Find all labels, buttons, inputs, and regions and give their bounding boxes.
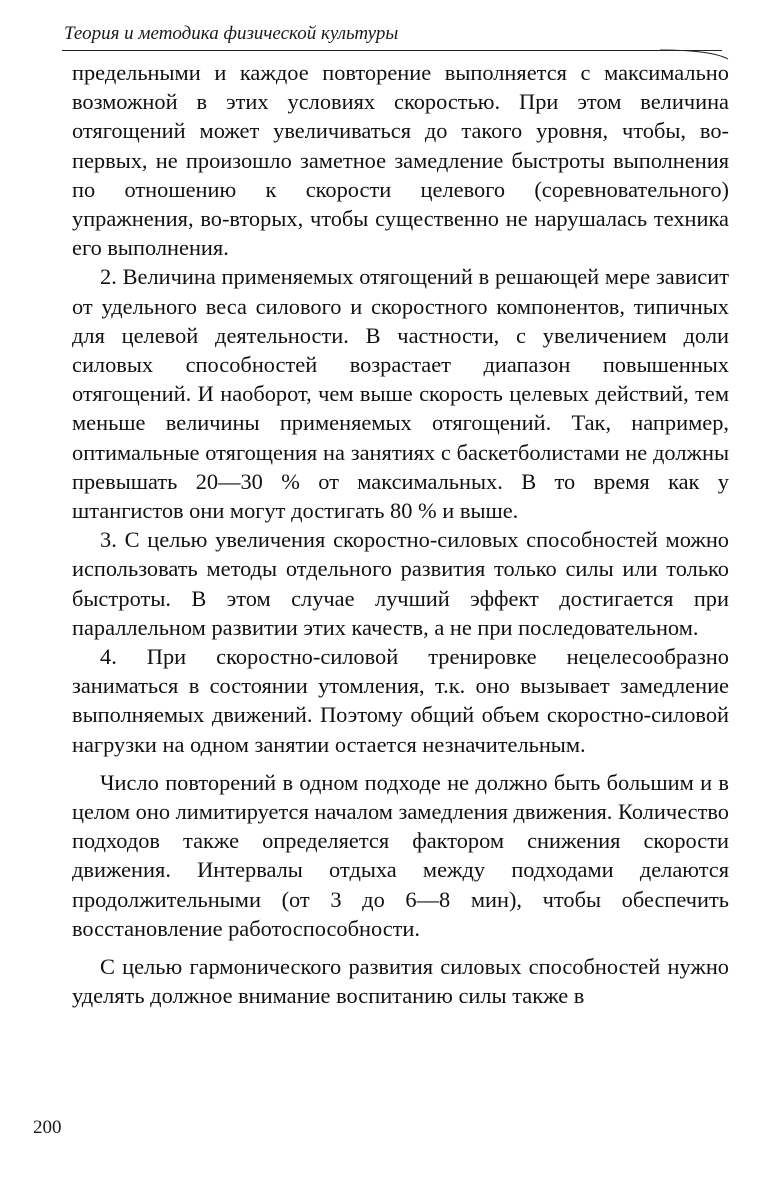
paragraph-harmonic-development: С целью гармонического развития силовых способностей нужно уделять должное внимание воспитанию силы также в	[72, 954, 729, 1009]
header-rule	[62, 50, 722, 51]
paragraph-point-3: 3. С целью увеличения скоростно-силовых способностей можно использовать методы отдельного развития только силы или только быстроты. В этом случае лучший эффект достигается при параллельном развитии этих качеств, а не при последовательном.	[72, 527, 729, 640]
running-header: Теория и методика физической культуры	[64, 23, 399, 44]
paragraph-continuation: предельными и каждое повторение выполняется с максимально возможной в этих условиях скоростью. При этом величина отягощений может увеличиваться до такого уровня, чтобы, во-первых, не произошло заметное замедление быстроты выполнения по отношению к скорости целевого (соревновательного) упражнения, во-вторых, чтобы существенно не нарушалась техника его выполнения.	[72, 60, 729, 261]
body-text	[72, 58, 729, 1011]
paragraph-point-4: 4. При скоростно-силовой тренировке нецелесообразно заниматься в состоянии утомления, т.к. оно вызывает замедление выполняемых движений. Поэтому общий объем скоростно-силовой нагрузки на одном занятии остается незначительным.	[72, 644, 729, 757]
paragraph-point-2: 2. Величина применяемых отягощений в решающей мере зависит от удельного веса силового и скоростного компонентов, типичных для целевой деятельности. В частности, с увеличением доли силовых способностей возрастает диапазон повышенных отягощений. И наоборот, чем выше скорость целевых действий, тем меньше величины применяемых отягощений. Так, например, оптимальные отягощения на занятиях с баскетболистами не должны превышать 20—30 % от максимальных. В то время как у штангистов они могут достигать 80 % и выше.	[72, 264, 729, 524]
paragraph-repetitions: Число повторений в одном подходе не должно быть большим и в целом оно лимитируется началом замедления движения. Количество подходов также определяется фактором снижения скорости движения. Интервалы отдыха между подходами делаются продолжительными (от 3 до 6—8 мин), чтобы обеспечить восстановление работоспособности.	[72, 769, 729, 941]
page-number: 200	[33, 1117, 62, 1138]
